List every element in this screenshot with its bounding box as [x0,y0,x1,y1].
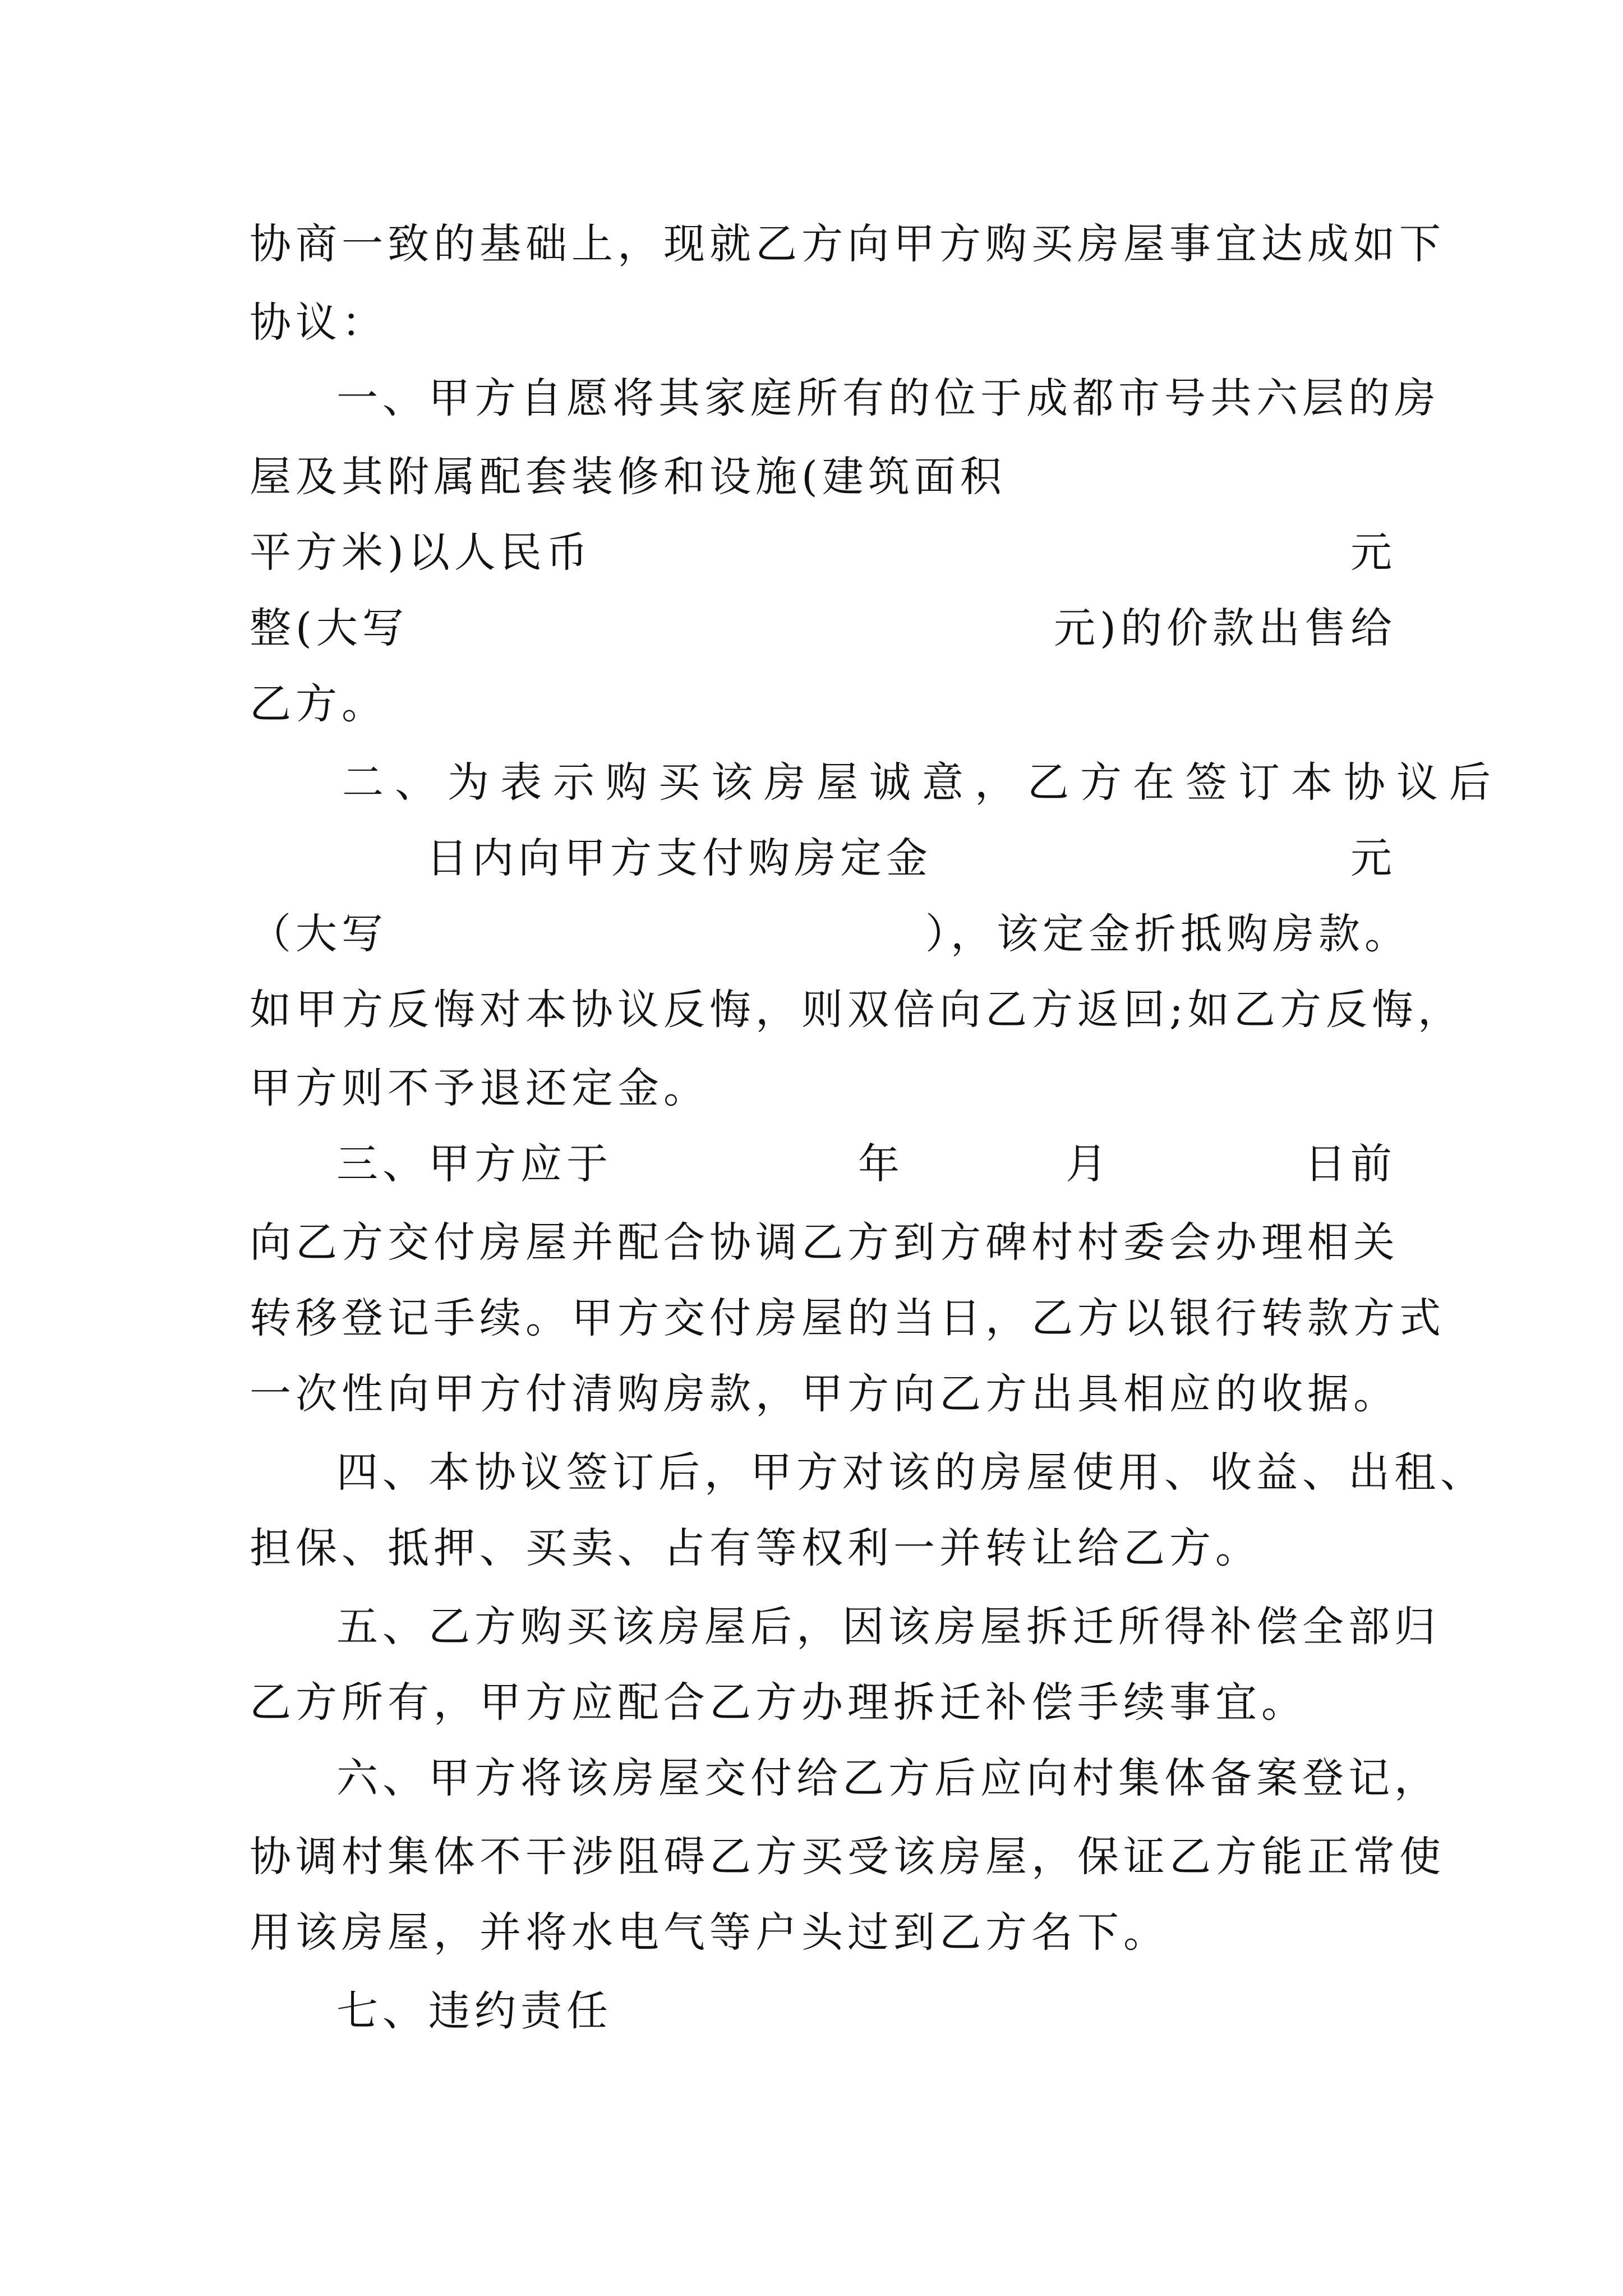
text-fragment: （大写 [250,910,388,958]
text-fragment: 元 [1350,834,1396,882]
deposit-uppercase-line [250,903,1410,965]
text-line: 担保、抵押、买卖、占有等权利一并转让给乙方。 [250,1524,1261,1572]
clause-6-line: 六、甲方将该房屋交付给乙方后应向村集体备案登记， [336,1754,1440,1802]
text-line: 用该房屋，并将水电气等户头过到乙方名下。 [250,1908,1169,1957]
text-line: 如甲方反悔对本协议反悔，则双倍向乙方返回;如乙方反悔， [250,986,1464,1034]
clause-4-line: 四、本协议签订后，甲方对该的房屋使用、收益、出租、 [336,1448,1486,1497]
text-fragment: 年 [858,1140,904,1188]
text-fragment: 整(大写 [250,604,408,652]
deposit-line [426,827,1396,889]
text-fragment: 元 [1350,528,1396,577]
text-fragment: 平方米)以人民币 [250,528,592,577]
text-line: 一次性向甲方付清购房款，甲方向乙方出具相应的收据。 [250,1370,1399,1418]
text-line: 乙方。 [250,680,388,728]
text-line: 协商一致的基础上，现就乙方向甲方购买房屋事宜达成如下 [250,220,1445,268]
text-fragment: 元)的价款出售给 [1054,604,1396,652]
price-uppercase-line [250,597,1396,659]
clause-5-line: 五、乙方购买该房屋后，因该房屋拆迁所得补偿全部归 [336,1603,1440,1651]
text-fragment: 日前 [1304,1140,1396,1188]
price-line [250,522,1396,583]
text-fragment: 月 [1066,1140,1112,1188]
text-line: 甲方则不予退还定金。 [250,1064,709,1112]
text-line: 协调村集体不干涉阻碍乙方买受该房屋，保证乙方能正常使 [250,1833,1445,1881]
text-line: 乙方所有，甲方应配合乙方办理拆迁补偿手续事宜。 [250,1678,1307,1727]
text-fragment: 日内向甲方支付购房定金 [426,834,932,882]
clause-1-line: 一、甲方自愿将其家庭所有的位于成都市号共六层的房 [336,374,1440,422]
text-line: 屋及其附属配套装修和设施(建筑面积 [250,453,1006,501]
text-line: 向乙方交付房屋并配合协调乙方到方碑村村委会办理相关 [250,1218,1399,1267]
clause-3-date-line [336,1133,1396,1195]
text-line: 转移登记手续。甲方交付房屋的当日，乙方以银行转款方式 [250,1294,1445,1342]
clause-2-line: 二、为表示购买该房屋诚意，乙方在签订本协议后 [342,758,1502,807]
text-fragment: 三、甲方应于 [336,1140,612,1188]
text-fragment: ），该定金折抵购房款。 [925,910,1410,958]
text-line: 协议： [250,298,388,347]
clause-7-heading: 七、违约责任 [336,1987,612,2035]
